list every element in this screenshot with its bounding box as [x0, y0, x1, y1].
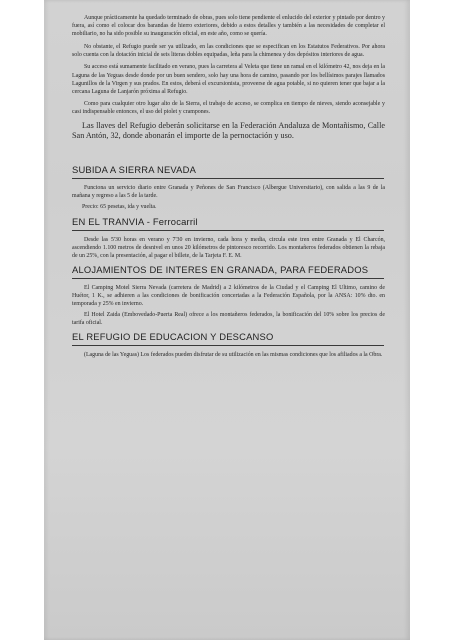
section-divider [72, 345, 384, 346]
intro-paragraph: Aunque prácticamente ha quedado terminado de obras, pues solo tiene pendiente el enlucido del exterior y pintado por dentro y fuera, así como el colocar dos barandas de hierro exteriores, debido a estos detalles y también a las necesidades de completar el mobiliario, no ha sido posible su inauguración oficial, en este año, como se quería. [72, 15, 385, 38]
section-divider [72, 178, 384, 179]
document-page [44, 0, 410, 640]
section-heading-refugio: EL REFUGIO DE EDUCACION Y DESCANSO [72, 331, 274, 343]
section-text: Precio: 65 pesetas, ida y vuelta. [82, 204, 157, 211]
intro-paragraph: No obstante, el Refugio puede ser ya utilizado, en las condiciones que se especifican en los Estatutos Federativos. Por ahora solo cuenta con la dotación inicial de seis literas dobles equipadas, leña para la chimenea y dos depósitos interiores de agua. [72, 43, 385, 58]
section-heading-alojamientos: ALOJAMIENTOS DE INTERES EN GRANADA, PARA FEDERADOS [72, 263, 369, 275]
section-text: Desde las 5'30 horas en verano y 7'30 en invierno, cada hora y media, circula este tren entre Granada y El Charcón, ascendiendo 1.100 metros de desnivel en unos 20 kilómetros de pintoresco recorrido. Los montañeros federados obtienen la rebaja de un 25%, con la presentación, al pagar el billete, de la Tarjeta F. E. M. [72, 236, 385, 259]
section-text: Funciona un servicio diario entre Granada y Peñones de San Francisco (Albergue Universitario), con salida a las 9 de la mañana y regreso a las 5 de la tarde. [72, 185, 385, 200]
section-heading-tranvia: EN EL TRANVIA - Ferrocarril [72, 215, 198, 227]
section-heading-subida: SUBIDA A SIERRA NEVADA [72, 164, 197, 176]
section-text: (Laguna de las Yeguas) Los federados pueden disfrutar de su utilización en las mismas condiciones que los afiliados a la Obra. [84, 352, 383, 359]
section-text: El Camping Motel Sierra Nevada (carretera de Madrid) a 2 kilómetros de la Ciudad y el Camping El Ultimo, camino de Huétor, 1 K., se adhieren a las condiciones de bonificación concertadas a la Federación Española, por la ANSA: 10% dto. en temporada y 25% en invierno. [72, 284, 385, 307]
intro-paragraph: Como para cualquier otro lugar alto de la Sierra, el trabajo de acceso, se complica en tiempo de nieves, siendo aconsejable y casi indispensable entonces, el uso del piolet y crampones. [72, 101, 385, 116]
section-text: El Hotel Zaida (Embovedado-Puerta Real) ofrece a los montañeros federados, la bonificación del 10% sobre los precios de tarifa oficial. [72, 312, 385, 327]
intro-paragraph: Su acceso está sumamente facilitado en verano, pues la carretera al Veleta que tiene un ramal en el kilómetro 42, nos deja en la Laguna de las Yeguas desde donde por un buen sendero, solo hay una hora de camino, pasando por los bellísimos parajes llamados Lagunillos de la Virgen y sus prados. En estos, deberá el excursionista, proveerse de agua potable, si no quieren tener que bajar a la cercana Laguna de Lanjarón próxima al Refugio. [72, 64, 385, 95]
section-divider [72, 278, 384, 279]
page-content [72, 14, 385, 362]
keys-note: Las llaves del Refugio deberán solicitarse en la Federación Andaluza de Montañismo, Calle San Antón, 32, donde abonarán el importe de la pernoctación y uso. [72, 121, 385, 140]
section-divider [72, 230, 384, 231]
